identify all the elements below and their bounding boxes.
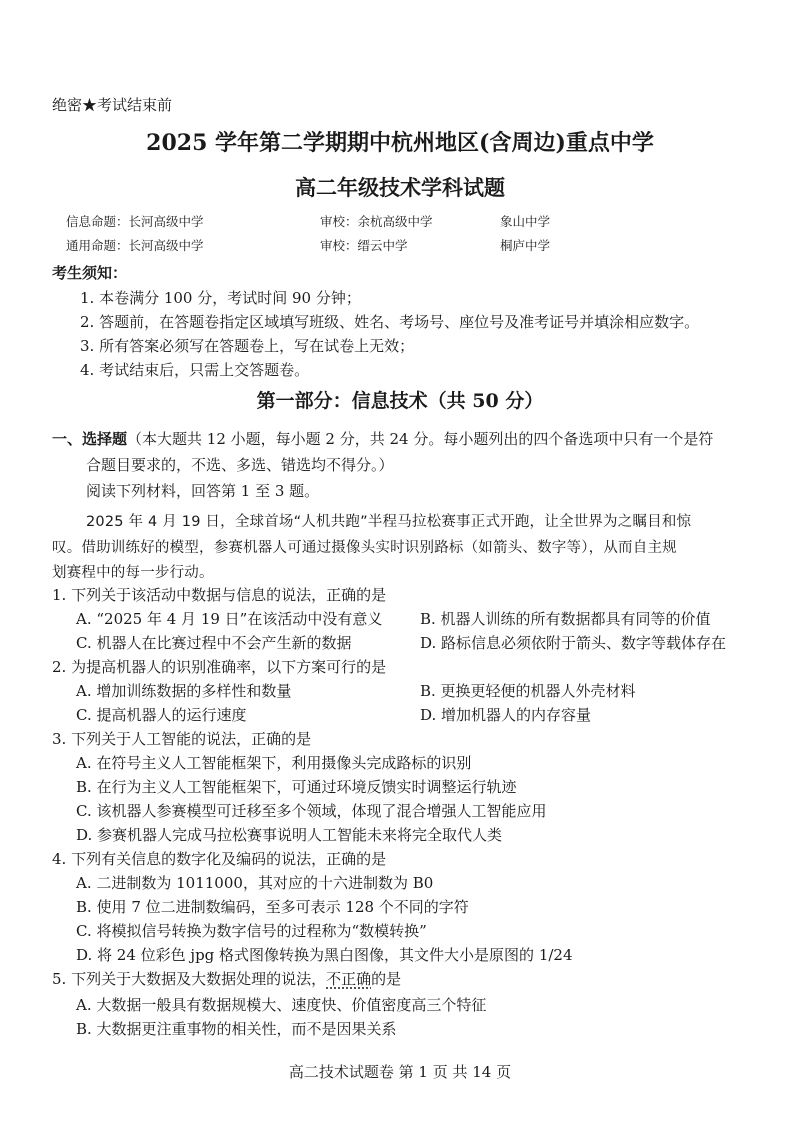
question-2-option-c: C. 提高机器人的运行速度 xyxy=(76,706,247,724)
exam-subtitle: 高二年级技术学科试题 xyxy=(295,175,505,200)
material-line: 划赛程中的每一步行动。 xyxy=(52,565,214,581)
section-desc: （本大题共 12 小题，每小题 2 分，共 24 分。每小题列出的四个备选项中只有一个是符 xyxy=(127,430,714,448)
setter-general: 通用命题：长河高级中学 xyxy=(66,238,204,253)
question-5-option-b: B. 大数据更注重事物的相关性，而不是因果关系 xyxy=(76,1020,397,1038)
question-4-option-a: A. 二进制数为 1011000，其对应的十六进制数为 B0 xyxy=(76,874,434,892)
question-4-stem: 4. 下列有关信息的数字化及编码的说法，正确的是 xyxy=(52,850,387,868)
confidential-label: 绝密★考试结束前 xyxy=(52,96,173,114)
question-5-option-a: A. 大数据一般具有数据规模大、速度快、价值密度高三个特征 xyxy=(76,996,487,1014)
section-desc-2: 合题目要求的，不选、多选、错选均不得分。） xyxy=(86,456,394,474)
note-item: 1. 本卷满分 100 分，考试时间 90 分钟； xyxy=(80,289,361,307)
part-title: 第一部分：信息技术（共 50 分） xyxy=(256,390,544,412)
question-1-option-b: B. 机器人训练的所有数据都具有同等的价值 xyxy=(420,610,711,628)
reviewer-general: 审校：缙云中学 xyxy=(320,238,408,253)
question-1-option-d: D. 路标信息必须依附于箭头、数字等载体存在 xyxy=(420,634,727,652)
reviewer-info: 审校：余杭高级中学 xyxy=(320,214,433,229)
question-3-option-b: B. 在行为主义人工智能框架下，可通过环境反馈实时调整运行轨迹 xyxy=(76,778,517,796)
reviewer-info-2: 象山中学 xyxy=(500,214,551,229)
question-2-stem: 2. 为提高机器人的识别准确率，以下方案可行的是 xyxy=(52,658,387,676)
question-3-option-c: C. 该机器人参赛模型可迁移至多个领域，体现了混合增强人工智能应用 xyxy=(76,802,547,820)
question-5-stem-part: 的是 xyxy=(371,970,402,988)
question-4-option-c: C. 将模拟信号转换为数字信号的过程称为“数模转换” xyxy=(76,922,427,940)
page-footer: 高二技术试题卷 第 1 页 共 14 页 xyxy=(288,1063,512,1081)
question-3-option-d: D. 参赛机器人完成马拉松赛事说明人工智能未来将完全取代人类 xyxy=(76,826,503,844)
question-2-option-a: A. 增加训练数据的多样性和数量 xyxy=(76,682,292,700)
question-1-option-c: C. 机器人在比赛过程中不会产生新的数据 xyxy=(76,634,352,652)
question-3-option-a: A. 在符号主义人工智能框架下，利用摄像头完成路标的识别 xyxy=(76,754,472,772)
question-4-option-b: B. 使用 7 位二进制数编码，至多可表示 128 个不同的字符 xyxy=(76,898,469,916)
question-5-emphasis: 不正确 xyxy=(326,970,372,988)
note-item: 3. 所有答案必须写在答题卷上，写在试卷上无效； xyxy=(80,337,415,355)
reading-instruction: 阅读下列材料，回答第 1 至 3 题。 xyxy=(86,482,320,500)
setter-info: 信息命题：长河高级中学 xyxy=(66,214,204,229)
reviewer-general-2: 桐庐中学 xyxy=(500,238,551,253)
question-2-option-d: D. 增加机器人的内存容量 xyxy=(420,706,592,724)
section-heading xyxy=(52,428,713,449)
notes-heading: 考生须知： xyxy=(52,264,128,282)
exam-title: 2025 学年第二学期期中杭州地区(含周边)重点中学 xyxy=(146,130,654,156)
note-item: 4. 考试结束后，只需上交答题卷。 xyxy=(80,361,310,379)
question-4-option-d: D. 将 24 位彩色 jpg 格式图像转换为黑白图像，其文件大小是原图的 1/24 xyxy=(76,946,573,964)
note-item: 2. 答题前，在答题卷指定区域填写班级、姓名、考场号、座位号及准考证号并填涂相应数字。 xyxy=(80,313,700,331)
material-line: 叹。借助训练好的模型，参赛机器人可通过摄像头实时识别路标（如箭头、数字等），从而自主规 xyxy=(52,540,677,556)
section-label: 一、选择题 xyxy=(52,430,128,448)
question-1-option-a: A. “2025 年 4 月 19 日”在该活动中没有意义 xyxy=(76,610,383,628)
question-1-stem: 1. 下列关于该活动中数据与信息的说法，正确的是 xyxy=(52,586,387,604)
question-2-option-b: B. 更换更轻便的机器人外壳材料 xyxy=(420,682,636,700)
question-3-stem: 3. 下列关于人工智能的说法，正确的是 xyxy=(52,730,312,748)
question-5-stem-part: 5. 下列关于大数据及大数据处理的说法， xyxy=(52,970,327,988)
material-line: 2025 年 4 月 19 日，全球首场“人机共跑”半程马拉松赛事正式开跑，让全世界为之瞩目和惊 xyxy=(86,514,692,530)
question-5-stem xyxy=(52,968,401,989)
